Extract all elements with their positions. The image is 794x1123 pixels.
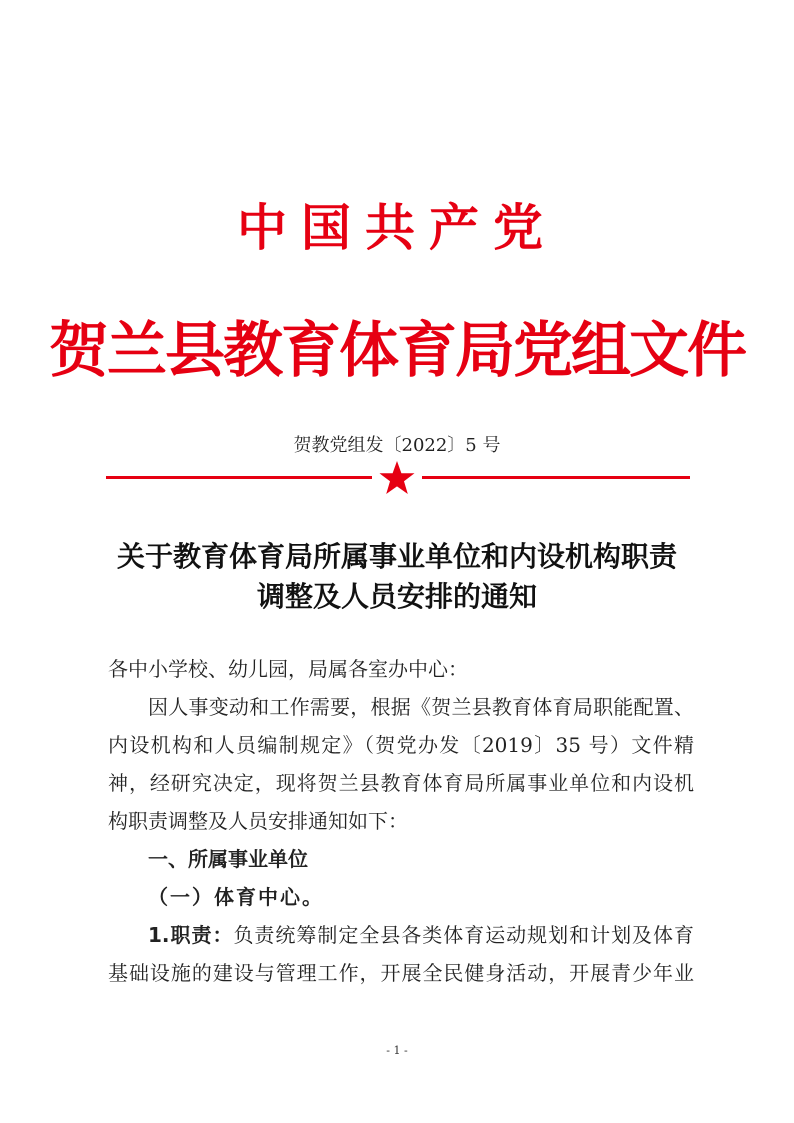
item-1-label: 1.职责： <box>148 923 234 947</box>
notice-title-line2: 调整及人员安排的通知 <box>256 580 537 613</box>
subsection-heading-1: （一）体育中心。 <box>148 885 324 909</box>
item-1-line-1 <box>148 916 694 954</box>
intro-line-3: 神，经研究决定，现将贺兰县教育体育局所属事业单位和内设机 <box>108 771 694 795</box>
document-number: 贺教党组发〔2022〕5 号 <box>293 435 501 456</box>
intro-line-2: 内设机构和人员编制规定》（贺党办发〔2019〕35 号）文件精 <box>108 733 694 757</box>
section-heading-1: 一、所属事业单位 <box>148 847 308 871</box>
party-header: 中国共产党 <box>237 198 557 257</box>
item-1-line-2: 基础设施的建设与管理工作，开展全民健身活动，开展青少年业 <box>108 961 694 985</box>
item-1-text: 负责统筹制定全县各类体育运动规划和计划及体育 <box>233 923 695 947</box>
intro-line-4: 构职责调整及人员安排通知如下： <box>108 809 408 833</box>
issuer-header: 贺兰县教育体育局党组文件 <box>49 316 745 386</box>
intro-line-1: 因人事变动和工作需要，根据《贺兰县教育体育局职能配置、 <box>148 695 694 719</box>
red-star-icon <box>378 460 416 498</box>
red-rule-right <box>422 476 690 479</box>
page-number: - 1 - <box>386 1044 408 1057</box>
salutation: 各中小学校、幼儿园，局属各室办中心： <box>108 657 468 681</box>
notice-title-line1: 关于教育体育局所属事业单位和内设机构职责 <box>116 540 677 573</box>
red-rule-left <box>106 476 372 479</box>
